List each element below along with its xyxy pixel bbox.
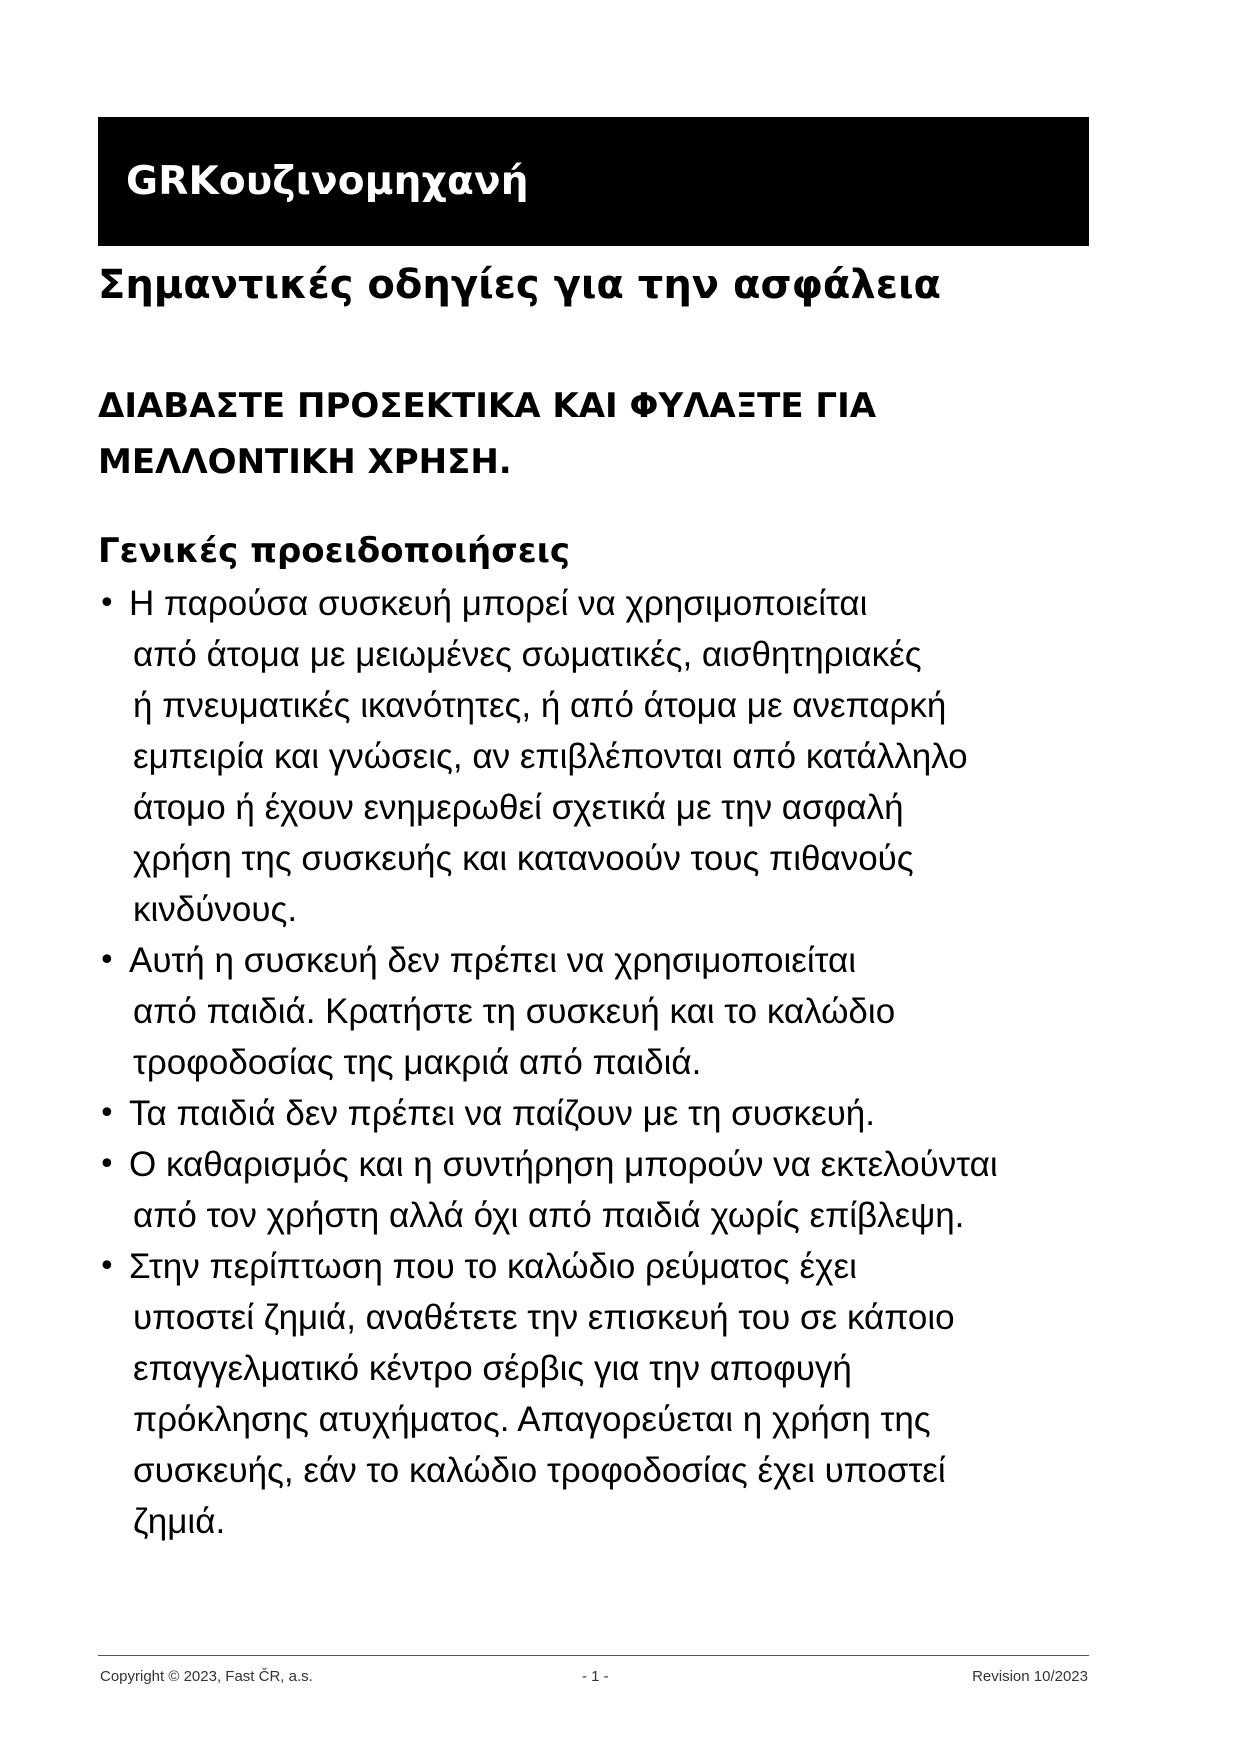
warning-item-line: επαγγελματικό κέντρο σέρβις για την αποφυγή: [133, 1349, 852, 1388]
warning-item-line: Αυτή η συσκευή δεν πρέπει να χρησιμοποιείται: [129, 941, 857, 980]
warning-item: [98, 1241, 1098, 1547]
bullet-icon: •: [98, 1249, 116, 1284]
warning-item-line: από παιδιά. Κρατήστε τη συσκευή και το καλώδιο: [133, 992, 896, 1031]
general-warnings-title: Γενικές προειδοποιήσεις: [98, 531, 571, 571]
warning-item-line: ή πνευματικές ικανότητες, ή από άτομα με ανεπαρκή: [133, 686, 947, 725]
warning-item-line: υποστεί ζημιά, αναθέτετε την επισκευή του σε κάποιο: [133, 1298, 955, 1337]
warning-item-line: εμπειρία και γνώσεις, αν επιβλέπονται από κατάλληλο: [133, 737, 968, 776]
warning-item: [98, 1139, 1098, 1241]
warning-item: [98, 1088, 1098, 1139]
header-band: [98, 117, 1089, 246]
warning-line-2: ΜΕΛΛΟΝΤΙΚΗ ΧΡΗΣΗ.: [98, 442, 512, 482]
warning-item: [98, 578, 1098, 935]
warning-item-line: Στην περίπτωση που το καλώδιο ρεύματος έχει: [129, 1247, 857, 1286]
warning-item-line: πρόκλησης ατυχήματος. Απαγορεύεται η χρήση της: [133, 1400, 931, 1439]
footer-revision: Revision 10/2023: [972, 1668, 1088, 1685]
warning-item-line: άτομο ή έχουν ενημερωθεί σχετικά με την ασφαλή: [133, 788, 904, 827]
warning-item-line: Ο καθαρισμός και η συντήρηση μπορούν να εκτελούνται: [129, 1145, 998, 1184]
warning-item: [98, 935, 1098, 1088]
warning-item-line: Τα παιδιά δεν πρέπει να παίζουν με τη συσκευή.: [129, 1094, 875, 1133]
warning-item-line: Η παρούσα συσκευή μπορεί να χρησιμοποιείται: [129, 584, 868, 623]
bullet-icon: •: [98, 943, 116, 978]
warning-item-line: χρήση της συσκευής και κατανοούν τους πιθανούς: [133, 839, 914, 878]
warning-item-line: κινδύνους.: [133, 890, 298, 929]
general-warnings-list: [98, 578, 1098, 1547]
bullet-icon: •: [98, 1147, 116, 1182]
document-title: GRΚουζινομηχανή: [126, 159, 529, 204]
warning-item-line: από άτομα με μειωμένες σωματικές, αισθητηριακές: [133, 635, 922, 674]
warning-item-line: ζημιά.: [133, 1502, 226, 1541]
section-title: Σημαντικές οδηγίες για την ασφάλεια: [98, 262, 942, 308]
bullet-icon: •: [98, 586, 116, 621]
footer-divider: [98, 1655, 1089, 1656]
warning-line-1: ΔΙΑΒΑΣΤΕ ΠΡΟΣΕΚΤΙΚΑ ΚΑΙ ΦΥΛΑΞΤΕ ΓΙΑ: [98, 386, 877, 426]
warning-item-line: τροφοδοσίας της μακριά από παιδιά.: [133, 1043, 702, 1082]
footer-page-number: - 1 -: [582, 1668, 609, 1685]
bullet-icon: •: [98, 1096, 116, 1131]
warning-item-line: συσκευής, εάν το καλώδιο τροφοδοσίας έχει υποστεί: [133, 1451, 946, 1490]
read-carefully-warning: [98, 378, 1098, 490]
footer-copyright: Copyright © 2023, Fast ČR, a.s.: [100, 1668, 313, 1685]
warning-item-line: από τον χρήστη αλλά όχι από παιδιά χωρίς επίβλεψη.: [133, 1196, 965, 1235]
